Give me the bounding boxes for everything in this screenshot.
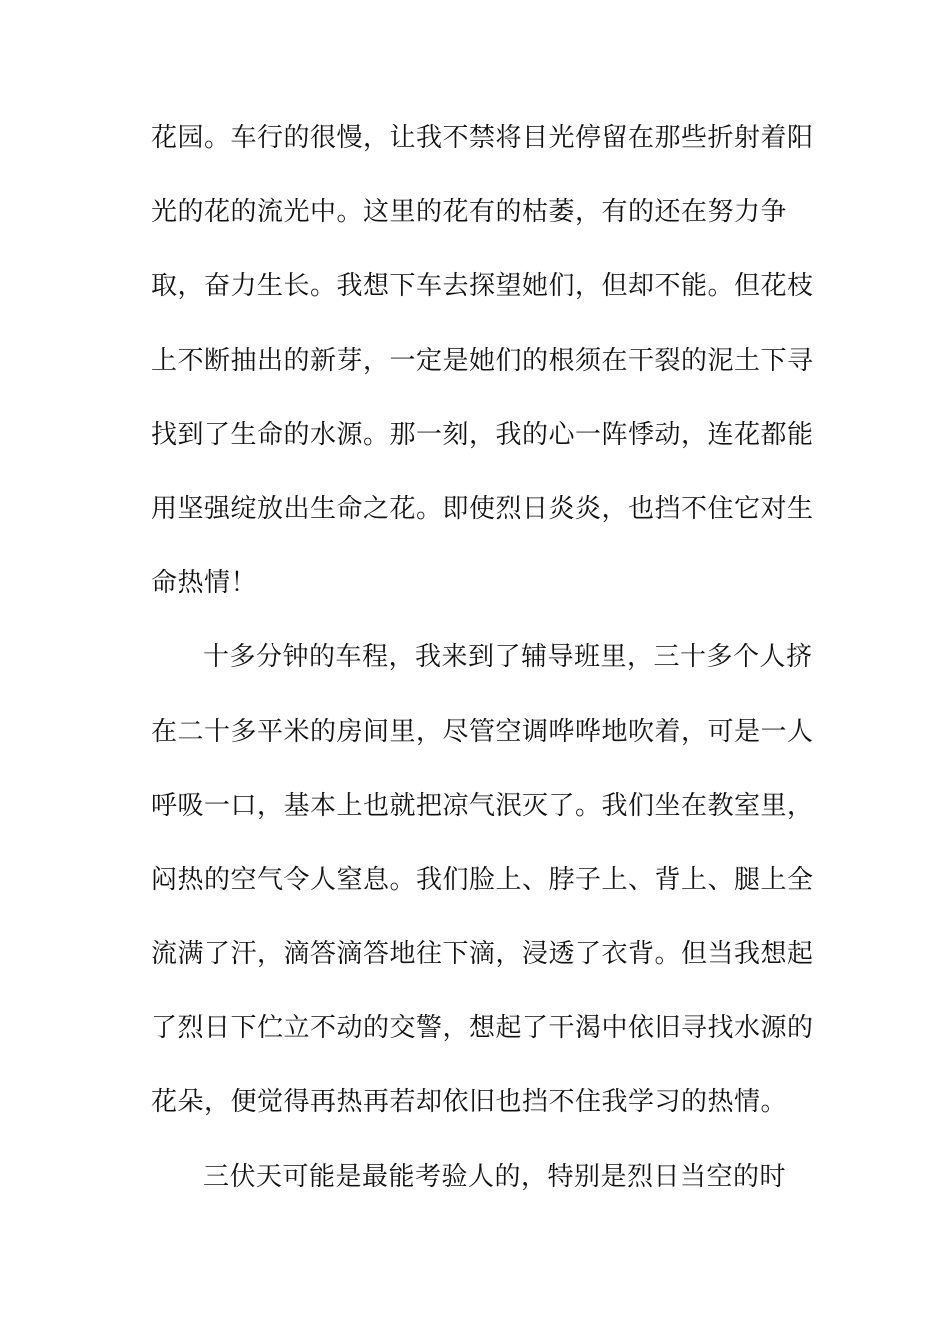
text-line-8-paragraph-start: 十多分钟的车程，我来到了辅导班里，三十多个人挤 xyxy=(203,642,813,673)
text-line-13: 了烈日下伫立不动的交警，想起了干渴中依旧寻找水源的 xyxy=(151,1013,814,1044)
text-line-1: 花园。车行的很慢，让我不禁将目光停留在那些折射着阳 xyxy=(151,123,814,153)
text-line-6: 用坚强绽放出生命之花。即使烈日炎炎，也挡不住它对生 xyxy=(151,493,814,524)
text-line-5: 找到了生命的水源。那一刻，我的心一阵悸动，连花都能 xyxy=(151,419,814,450)
text-line-2: 光的花的流光中。这里的花有的枯萎，有的还在努力争 xyxy=(151,197,788,228)
text-line-9: 在二十多平米的房间里，尽管空调哗哗地吹着，可是一人 xyxy=(151,716,814,747)
body-text xyxy=(151,121,814,1234)
text-line-4: 上不断抽出的新芽，一定是她们的根须在干裂的泥土下寻 xyxy=(151,345,814,376)
text-line-11: 闷热的空气令人窒息。我们脸上、脖子上、背上、腿上全 xyxy=(151,864,814,895)
text-line-7: 命热情！ xyxy=(151,568,258,599)
text-line-3: 取，奋力生长。我想下车去探望她们，但却不能。但花枝 xyxy=(151,271,814,302)
text-line-10: 呼吸一口，基本上也就把凉气泯灭了。我们坐在教室里， xyxy=(151,790,814,821)
text-line-15-paragraph-start: 三伏天可能是最能考验人的，特别是烈日当空的时 xyxy=(203,1161,787,1192)
text-line-14: 花朵，便觉得再热再若却依旧也挡不住我学习的热情。 xyxy=(151,1087,788,1118)
text-line-12: 流满了汗，滴答滴答地往下滴，浸透了衣背。但当我想起 xyxy=(151,939,814,970)
